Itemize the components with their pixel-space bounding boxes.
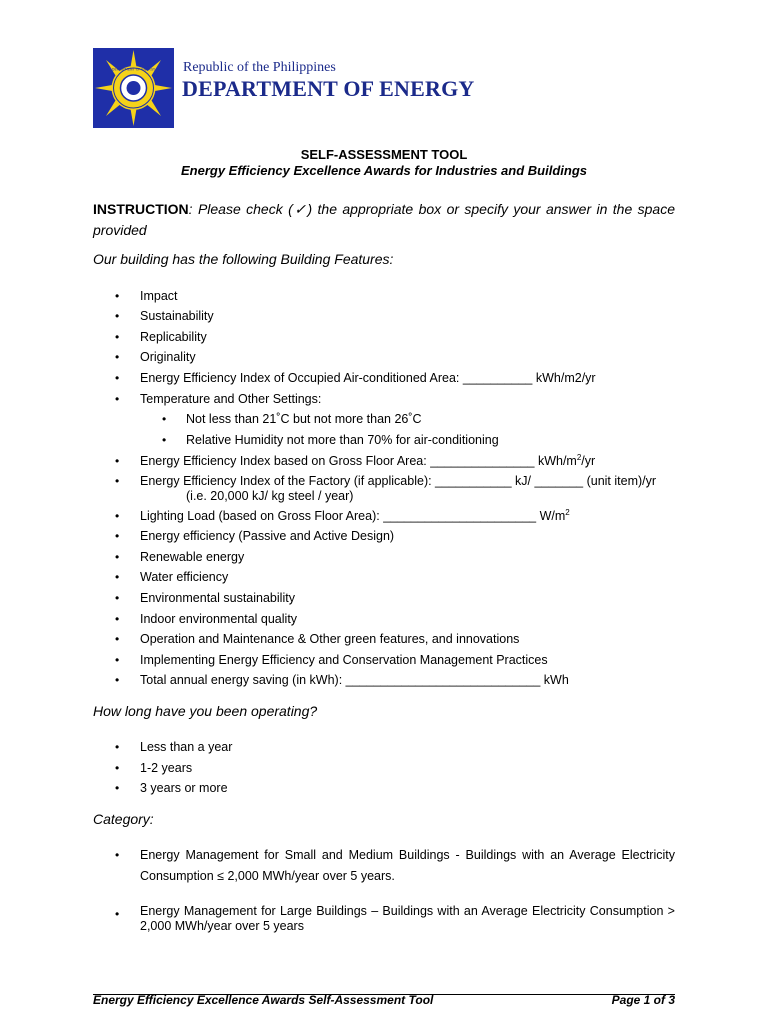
operating-question: How long have you been operating? [93, 703, 318, 719]
logo-text: DEPARTMENT OF ENERGY [111, 67, 156, 72]
superscript: 2 [576, 452, 582, 462]
doe-logo [93, 48, 174, 128]
bullet: • [115, 309, 120, 323]
feature-label [140, 509, 570, 523]
bullet: • [115, 781, 120, 795]
bullet: • [115, 761, 120, 775]
bullet: • [115, 529, 120, 543]
bullet: • [115, 632, 120, 646]
instruction-label: INSTRUCTION [93, 201, 189, 217]
feature-label: Water efficiency [140, 570, 229, 584]
operating-option: Less than a year [140, 740, 233, 754]
features-question: Our building has the following Building Features: [93, 251, 394, 267]
feature-label: Not less than 21˚C but not more than 26˚C [186, 412, 422, 426]
bullet: • [162, 433, 167, 447]
bullet: • [115, 289, 120, 303]
feature-label: Originality [140, 350, 196, 364]
bullet: • [162, 412, 167, 426]
feature-label: Sustainability [140, 309, 214, 323]
bullet: • [115, 848, 120, 862]
feature-text-suffix: /yr [581, 454, 596, 468]
feature-label: Relative Humidity not more than 70% for air-conditioning [186, 433, 499, 447]
doc-title: SELF-ASSESSMENT TOOL [300, 147, 468, 162]
feature-label: Renewable energy [140, 550, 245, 564]
operating-option: 1-2 years [140, 761, 193, 775]
feature-text: Energy Efficiency Index based on Gross Floor Area: _______________ kWh/m [140, 454, 577, 468]
bullet: • [115, 509, 120, 523]
bullet: • [115, 570, 120, 584]
operating-option: 3 years or more [140, 781, 228, 795]
bullet: • [115, 653, 120, 667]
feature-label: Indoor environmental quality [140, 612, 298, 626]
bullet: • [115, 454, 120, 468]
feature-label: Environmental sustainability [140, 591, 295, 605]
feature-label: Energy Efficiency Index of the Factory (if applicable): ___________ kJ/ _______ (unit item)/yr [140, 474, 657, 488]
instruction-text: : Please check (✓) the appropriate box or specify your answer in the space provided [93, 201, 675, 238]
bullet: • [115, 371, 120, 385]
bullet: • [115, 907, 120, 921]
feature-label: Total annual energy saving (in kWh): ____________________________ kWh [140, 673, 569, 687]
bullet: • [115, 474, 120, 488]
feature-label: Replicability [140, 330, 207, 344]
sun-seal-icon [93, 48, 174, 128]
bullet: • [115, 550, 120, 564]
feature-text: Lighting Load (based on Gross Floor Area): ______________________ W/m [140, 509, 566, 523]
instruction [93, 199, 675, 241]
feature-label: Impact [140, 289, 178, 303]
doc-subtitle: Energy Efficiency Excellence Awards for Industries and Buildings [180, 163, 587, 178]
category-large: Energy Management for Large Buildings – Buildings with an Average Electricity Consumption > 2,000 MWh/year over 5 years [140, 904, 675, 933]
bullet: • [115, 740, 120, 754]
feature-label: Energy efficiency (Passive and Active Design) [140, 529, 395, 543]
feature-label: Implementing Energy Efficiency and Conservation Management Practices [140, 653, 548, 667]
feature-note: (i.e. 20,000 kJ/ kg steel / year) [186, 489, 354, 503]
bullet: • [115, 591, 120, 605]
feature-label [140, 454, 595, 468]
bullet: • [115, 330, 120, 344]
bullet: • [115, 392, 120, 406]
feature-label: Temperature and Other Settings: [140, 392, 322, 406]
feature-label: Operation and Maintenance & Other green features, and innovations [140, 632, 520, 646]
page-number: Page 1 of 3 [611, 993, 675, 1007]
category-label: Category: [93, 811, 154, 827]
feature-label: Energy Efficiency Index of Occupied Air-conditioned Area: __________ kWh/m2/yr [140, 371, 596, 385]
category-small-medium: Energy Management for Small and Medium Buildings - Buildings with an Average Electricity Consumption ≤ 2,000 MWh/year over 5 years. [140, 848, 675, 883]
footer-title: Energy Efficiency Excellence Awards Self-Assessment Tool [93, 993, 434, 1007]
republic-label: Republic of the Philippines [183, 60, 336, 75]
bullet: • [115, 673, 120, 687]
department-title: DEPARTMENT OF ENERGY [182, 76, 475, 101]
superscript: 2 [565, 507, 570, 517]
bullet: • [115, 612, 120, 626]
bullet: • [115, 350, 120, 364]
